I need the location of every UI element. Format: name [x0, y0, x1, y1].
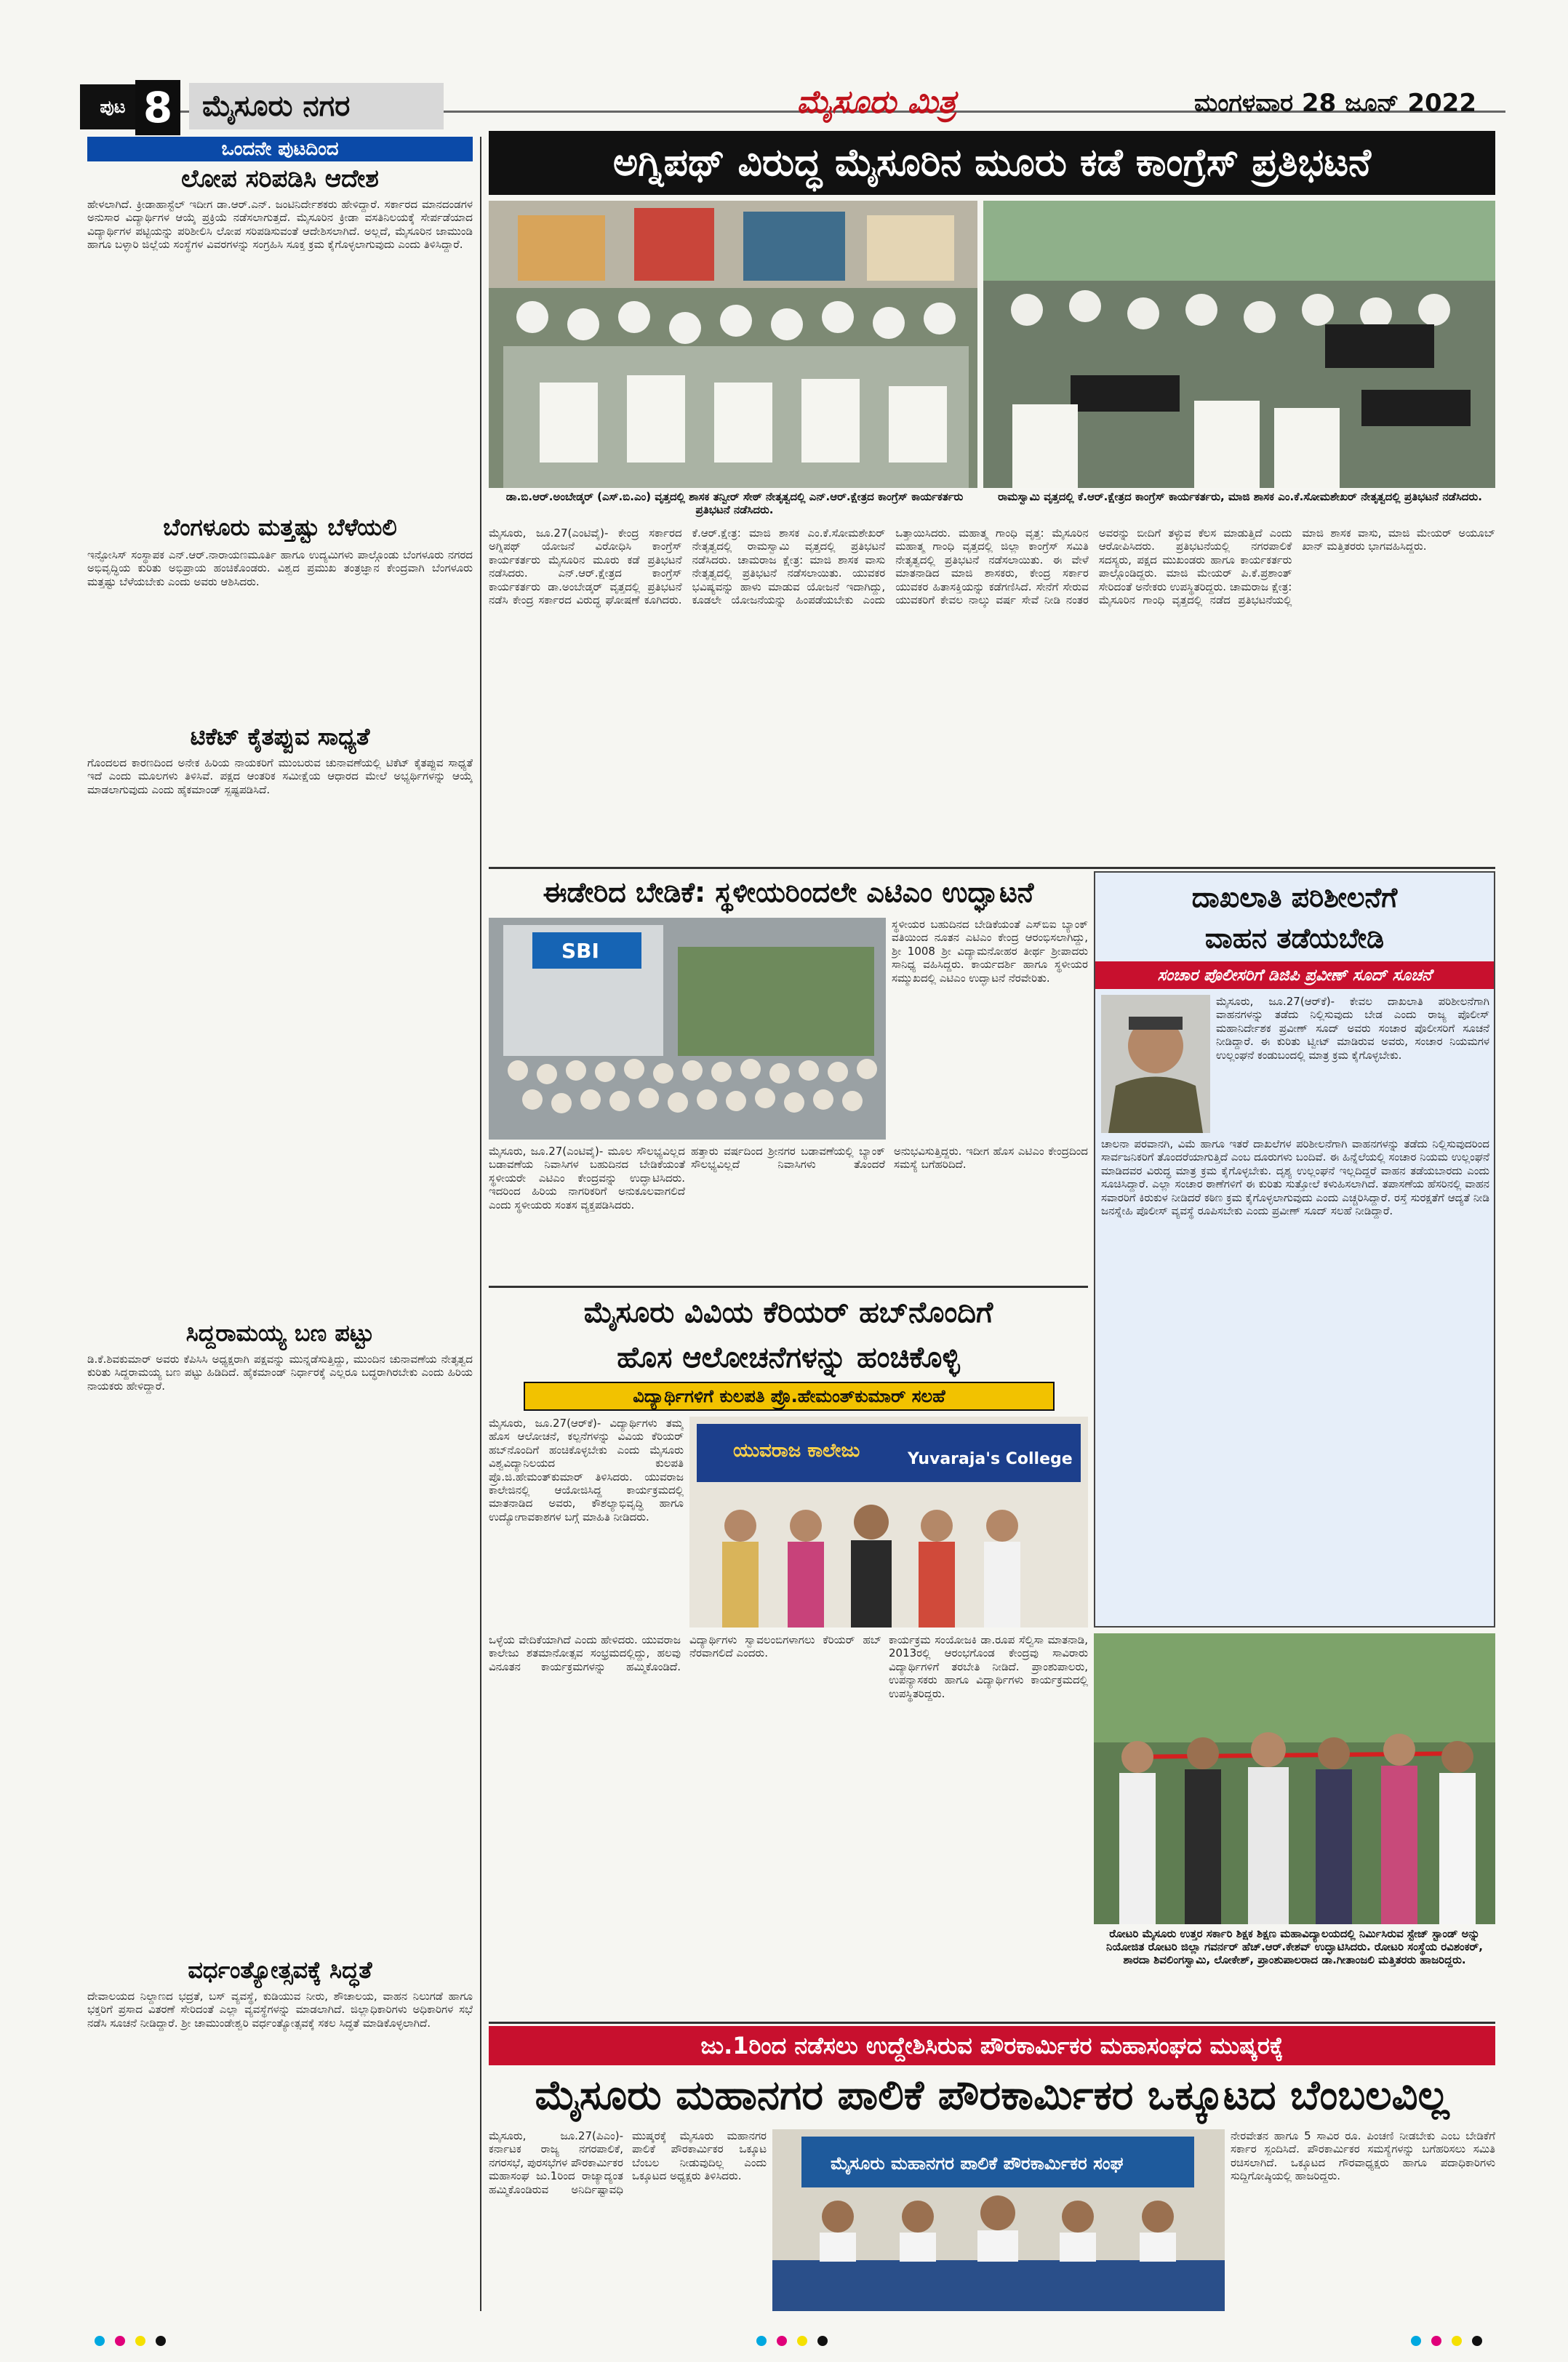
photo-caption-2: ರಾಮಸ್ವಾಮಿ ವೃತ್ತದಲ್ಲಿ ಕೆ.ಆರ್.ಕ್ಷೇತ್ರದ ಕಾಂಗ್ರೆಸ್ ಕಾರ್ಯಕರ್ತರು, ಮಾಜಿ ಶಾಸಕ ಎಂ.ಕೆ.ಸೋಮಶೇಖರ್ ನೇತೃತ್ವದಲ್ಲಿ ಪ್ರತಿಭಟನೆ ನಡೆಸಿದರು.: [998, 490, 1482, 503]
protest-photo-1: [489, 201, 977, 488]
pourakarmika-kicker: ಜು.1ರಿಂದ ನಡೆಸಲು ಉದ್ದೇಶಿಸಿರುವ ಪೌರಕಾರ್ಮಿಕರ ಮಹಾಸಂಘದ ಮುಷ್ಕರಕ್ಕೆ: [489, 2026, 1495, 2065]
career-headline-1: ಮೈಸೂರು ವಿವಿಯ ಕೆರಿಯರ್ ಹಬ್‌ನೊಂದಿಗೆ: [583, 1296, 993, 1329]
dgp-portrait: [1101, 995, 1210, 1133]
registration-marks-center: [756, 2336, 844, 2349]
black-dot: [1472, 2336, 1482, 2346]
protest-photo-2-art: [983, 201, 1495, 488]
yellow-dot: [1452, 2336, 1462, 2346]
masthead: ಮೈಸೂರು ಮಿತ್ರ: [796, 83, 956, 121]
registration-marks-left: [95, 2336, 182, 2349]
traffic-body-top: ಮೈಸೂರು, ಜೂ.27(ಆರ್‌ಕೆ)- ಕೇವಲ ದಾಖಲಾತಿ ಪರಿಶೀಲನೆಗಾಗಿ ವಾಹನಗಳನ್ನು ತಡೆದು ನಿಲ್ಲಿಸುವುದು ಬೇಡ ಎಂದು ರಾಜ್ಯ ಪೊಲೀಸ್ ಮಹಾನಿರ್ದೇಶಕ ಪ್ರವೀಣ್ ಸೂದ್ ಅವರು ಸಂಚಾರ ಪೊಲೀಸರಿಗೆ ಸೂಚನೆ ನೀಡಿದ್ದಾರೆ. ಈ ಕುರಿತು ಟ್ವೀಟ್ ಮಾಡಿರುವ ಅವರು, ಸಂಚಾರ ನಿಯಮಗಳ ಉಲ್ಲಂಘನೆ ಕಂಡುಬಂದಲ್ಲಿ ಮಾತ್ರ ಕ್ರಮ ಕೈಗೊಳ್ಳಬೇಕು.: [1216, 995, 1489, 1062]
left-headline-3: ಟಿಕೆಟ್ ಕೈತಪ್ಪುವ ಸಾಧ್ಯತೆ: [190, 722, 370, 750]
continued-banner: ಒಂದನೇ ಪುಟದಿಂದ: [87, 137, 473, 161]
traffic-headline-2: ವಾಹನ ತಡೆಯಬೇಡಿ: [1204, 921, 1385, 954]
traffic-headline-1: ದಾಖಲಾತಿ ಪರಿಶೀಲನೆಗೆ: [1191, 881, 1398, 913]
left-body-3: ಗೊಂದಲದ ಕಾರಣದಿಂದ ಅನೇಕ ಹಿರಿಯ ನಾಯಕರಿಗೆ ಮುಂಬರುವ ಚುನಾವಣೆಯಲ್ಲಿ ಟಿಕೆಟ್ ಕೈತಪ್ಪುವ ಸಾಧ್ಯತೆ ಇದೆ ಎಂದು ಮೂಲಗಳು ತಿಳಿಸಿವೆ. ಪಕ್ಷದ ಆಂತರಿಕ ಸಮೀಕ್ಷೆಯ ಆಧಾರದ ಮೇಲೆ ಅಭ್ಯರ್ಥಿಗಳನ್ನು ಆಯ್ಕೆ ಮಾಡಲಾಗುವುದು ಎಂದು ಹೈಕಮಾಂಡ್ ಸ್ಪಷ್ಟಪಡಿಸಿದೆ.: [87, 756, 473, 796]
traffic-subhead: ಸಂಚಾರ ಪೊಲೀಸರಿಗೆ ಡಿಜಿಪಿ ಪ್ರವೀಣ್ ಸೂದ್ ಸೂಚನೆ: [1095, 961, 1494, 989]
story-divider-1: [489, 867, 1495, 869]
left-body-5: ದೇವಾಲಯದ ನಿಲ್ದಾಣದ ಭದ್ರತೆ, ಬಸ್ ವ್ಯವಸ್ಥೆ, ಕುಡಿಯುವ ನೀರು, ಶೌಚಾಲಯ, ವಾಹನ ನಿಲುಗಡೆ ಹಾಗೂ ಭಕ್ತರಿಗೆ ಪ್ರಸಾದ ವಿತರಣೆ ಸೇರಿದಂತೆ ಎಲ್ಲಾ ವ್ಯವಸ್ಥೆಗಳನ್ನು ಮಾಡಲಾಗಿದೆ. ಜಿಲ್ಲಾಧಿಕಾರಿಗಳು ಅಧಿಕಾರಿಗಳ ಸಭೆ ನಡೆಸಿ ಸೂಚನೆ ನೀಡಿದ್ದಾರೆ. ಶ್ರೀ ಚಾಮುಂಡೇಶ್ವರಿ ವರ್ಧಂತ್ಯೋತ್ಸವಕ್ಕೆ ಸಕಲ ಸಿದ್ಧತೆ ಮಾಡಿಕೊಳ್ಳಲಾಗಿದೆ.: [87, 1990, 473, 2030]
left-headline-4: ಸಿದ್ದರಾಮಯ್ಯ ಬಣ ಪಟ್ಟು: [185, 1318, 375, 1347]
left-body-2: ಇನ್ಫೋಸಿಸ್ ಸಂಸ್ಥಾಪಕ ಎನ್.ಆರ್.ನಾರಾಯಣಮೂರ್ತಿ ಹಾಗೂ ಉದ್ಯಮಿಗಳು ಪಾಲ್ಗೊಂಡು ಬೆಂಗಳೂರು ನಗರದ ಅಭಿವೃದ್ಧಿಯ ಕುರಿತು ಅಭಿಪ್ರಾಯ ಹಂಚಿಕೊಂಡರು. ವಿಶ್ವದ ಪ್ರಮುಖ ತಂತ್ರಜ್ಞಾನ ಕೇಂದ್ರವಾಗಿ ಬೆಂಗಳೂರು ಮತ್ತಷ್ಟು ಬೆಳೆಯಬೇಕು ಎಂದು ಅವರು ಆಶಿಸಿದರು.: [87, 548, 473, 588]
atm-body-mid: ಹತ್ತಾರು ವರ್ಷದಿಂದ ಶ್ರೀನಗರ ಬಡಾವಣೆಯಲ್ಲಿ ಬ್ಯಾಂಕ್ ಸೌಲಭ್ಯವಿಲ್ಲದೆ ನಿವಾಸಿಗಳು ತೊಂದರೆ ಅನುಭವಿಸುತ್ತಿದ್ದರು. ಇದೀಗ ಹೊಸ ಎಟಿಎಂ ಕೇಂದ್ರದಿಂದ ಸಮಸ್ಯೆ ಬಗೆಹರಿದಿದೆ.: [691, 1145, 1088, 1172]
atm-sign-text: SBI: [561, 939, 599, 963]
protest-photo-2: [983, 201, 1495, 488]
ribbon-photo-art: [1094, 1633, 1495, 1924]
magenta-dot: [777, 2336, 787, 2346]
left-headline-5: ವರ್ಧಂತ್ಯೋತ್ಸವಕ್ಕೆ ಸಿದ್ಧತೆ: [188, 1955, 372, 1984]
career-photo-art: [689, 1417, 1088, 1628]
story-divider-2: [489, 1286, 1088, 1288]
career-subhead: ವಿದ್ಯಾರ್ಥಿಗಳಿಗೆ ಕುಲಪತಿ ಪ್ರೊ.ಹೇಮಂತ್‌ಕುಮಾರ್ ಸಲಹೆ: [524, 1382, 1055, 1411]
atm-photo-art: [489, 918, 886, 1140]
pourakarmika-body-left: ಮೈಸೂರು, ಜೂ.27(ಪಿಎಂ)- ಕರ್ನಾಟಕ ರಾಜ್ಯ ನಗರಪಾಲಿಕೆ, ನಗರಸಭೆ, ಪುರಸಭೆಗಳ ಪೌರಕಾರ್ಮಿಕರ ಮಹಾಸಂಘ ಜು.1ರಿಂದ ರಾಜ್ಯಾದ್ಯಂತ ಹಮ್ಮಿಕೊಂಡಿರುವ ಅನಿರ್ದಿಷ್ಟಾವಧಿ ಮುಷ್ಕರಕ್ಕೆ ಮೈಸೂರು ಮಹಾನಗರ ಪಾಲಿಕೆ ಪೌರಕಾರ್ಮಿಕರ ಒಕ್ಕೂಟ ಬೆಂಬಲ ನೀಡುವುದಿಲ್ಲ ಎಂದು ಒಕ್ಕೂಟದ ಅಧ್ಯಕ್ಷರು ತಿಳಿಸಿದರು.: [489, 2129, 767, 2196]
main-headline: ಅಗ್ನಿಪಥ್ ವಿರುದ್ಧ ಮೈಸೂರಿನ ಮೂರು ಕಡೆ ಕಾಂಗ್ರೆಸ್ ಪ್ರತಿಭಟನೆ: [489, 131, 1495, 195]
ribbon-photo: [1094, 1633, 1495, 1924]
career-body-right: ಕಾರ್ಯಕ್ರಮ ಸಂಯೋಜಕಿ ಡಾ.ರೂಪ ಸೆಲ್ವಿಸಾ ಮಾತನಾಡಿ, 2013ರಲ್ಲಿ ಆರಂಭಗೊಂಡ ಕೇಂದ್ರವು ಸಾವಿರಾರು ವಿದ್ಯಾರ್ಥಿಗಳಿಗೆ ತರಬೇತಿ ನೀಡಿದೆ. ಪ್ರಾಂಶುಪಾಲರು, ಉಪನ್ಯಾಸಕರು ಹಾಗೂ ವಿದ್ಯಾರ್ಥಿಗಳು ಕಾರ್ಯಕ್ರಮದಲ್ಲಿ ಉಪಸ್ಥಿತರಿದ್ದರು.: [889, 1633, 1088, 1700]
ribbon-caption: ರೋಟರಿ ಮೈಸೂರು ಉತ್ತರ ಸರ್ಕಾರಿ ಶಿಕ್ಷಕ ಶಿಕ್ಷಣ ಮಹಾವಿದ್ಯಾಲಯದಲ್ಲಿ ನಿರ್ಮಿಸಿರುವ ಸ್ಟೇಜ್ ಸ್ಟಾಂಡ್ ಅನ್ನು ನಿಯೋಜಿತ ರೋಟರಿ ಜಿಲ್ಲಾ ಗವರ್ನರ್ ಹೆಚ್.ಆರ್.ಕೇಶವ್ ಉದ್ಘಾಟಿಸಿದರು. ರೋಟರಿ ಸಂಸ್ಥೆಯ ರವಿಶಂಕರ್, ಶಾರದಾ ಶಿವಲಿಂಗಸ್ವಾಮಿ, ಲೋಕೇಶ್, ಪ್ರಾಂಶುಪಾಲರಾದ ಡಾ.ಗೀತಾಂಜಲಿ ಮತ್ತಿತರರು ಹಾಜರಿದ್ದರು.: [1106, 1927, 1483, 1966]
dgp-portrait-art: [1101, 995, 1210, 1133]
photo-caption-1: ಡಾ.ಬಿ.ಆರ್.ಅಂಬೇಡ್ಕರ್ (ಎಸ್.ಬಿ.ಎಂ) ವೃತ್ತದಲ್ಲಿ ಶಾಸಕ ತನ್ವೀರ್ ಸೇಠ್ ನೇತೃತ್ವದಲ್ಲಿ ಎನ್.ಆರ್.ಕ್ಷೇತ್ರದ ಕಾಂಗ್ರೆಸ್ ಕಾರ್ಯಕರ್ತರು ಪ್ರತಿಭಟನೆ ನಡೆಸಿದರು.: [505, 490, 964, 516]
career-headline-2: ಹೊಸ ಆಲೋಚನೆಗಳನ್ನು ಹಂಚಿಕೊಳ್ಳಿ: [617, 1341, 960, 1374]
pourakarmika-headline: ಮೈಸೂರು ಮಹಾನಗರ ಪಾಲಿಕೆ ಪೌರಕಾರ್ಮಿಕರ ಒಕ್ಕೂಟದ ಬೆಂಬಲವಿಲ್ಲ: [535, 2072, 1449, 2119]
left-headline-1: ಲೋಪ ಸರಿಪಡಿಸಿ ಆದೇಶ: [181, 164, 379, 193]
cyan-dot: [95, 2336, 105, 2346]
atm-body-right: ಸ್ಥಳೀಯರ ಬಹುದಿನದ ಬೇಡಿಕೆಯಂತೆ ಎಸ್‌ಬಿಐ ಬ್ಯಾಂಕ್ ವತಿಯಿಂದ ನೂತನ ಎಟಿಎಂ ಕೇಂದ್ರ ಆರಂಭಿಸಲಾಗಿದ್ದು, ಶ್ರೀ 1008 ಶ್ರೀ ವಿದ್ಯಾಮನೋಹರ ತೀರ್ಥ ಶ್ರೀಪಾದರು ಸಾನಿಧ್ಯ ವಹಿಸಿದ್ದರು. ಕಾರ್ಯದರ್ಶಿ ಹಾಗೂ ಸ್ಥಳೀಯರ ಸಮ್ಮುಖದಲ್ಲಿ ಎಟಿಎಂ ಉದ್ಘಾಟನೆ ನೆರವೇರಿತು.: [892, 918, 1088, 985]
main-story-body: ಮೈಸೂರು, ಜೂ.27(ಎಂಟಿವೈ)- ಕೇಂದ್ರ ಸರ್ಕಾರದ ಅಗ್ನಿಪಥ್ ಯೋಜನೆ ವಿರೋಧಿಸಿ ಕಾಂಗ್ರೆಸ್ ಕಾರ್ಯಕರ್ತರು ಮೈಸೂರಿನ ಮೂರು ಕಡೆ ಪ್ರತಿಭಟನೆ ನಡೆಸಿದರು. ಎನ್.ಆರ್.ಕ್ಷೇತ್ರದ ಕಾಂಗ್ರೆಸ್ ಕಾರ್ಯಕರ್ತರು ಡಾ.ಅಂಬೇಡ್ಕರ್ ವೃತ್ತದಲ್ಲಿ ಪ್ರತಿಭಟನೆ ನಡೆಸಿ ಕೇಂದ್ರ ಸರ್ಕಾರದ ವಿರುದ್ಧ ಘೋಷಣೆ ಕೂಗಿದರು. ಕೆ.ಆರ್.ಕ್ಷೇತ್ರ: ಮಾಜಿ ಶಾಸಕ ಎಂ.ಕೆ.ಸೋಮಶೇಖರ್ ನೇತೃತ್ವದಲ್ಲಿ ರಾಮಸ್ವಾಮಿ ವೃತ್ತದಲ್ಲಿ ಪ್ರತಿಭಟನೆ ನಡೆಸಿದರು. ಚಾಮರಾಜ ಕ್ಷೇತ್ರ: ಮಾಜಿ ಶಾಸಕ ವಾಸು ನೇತೃತ್ವದಲ್ಲಿ ಪ್ರತಿಭಟನೆ ನಡೆಸಲಾಯಿತು. ಯುವಕರ ಭವಿಷ್ಯವನ್ನು ಹಾಳು ಮಾಡುವ ಯೋಜನೆ ಇದಾಗಿದ್ದು, ಕೂಡಲೇ ಯೋಜನೆಯನ್ನು ಹಿಂಪಡೆಯಬೇಕು ಎಂದು ಒತ್ತಾಯಿಸಿದರು. ಮಹಾತ್ಮ ಗಾಂಧಿ ವೃತ್ತ: ಮೈಸೂರಿನ ಮಹಾತ್ಮ ಗಾಂಧಿ ವೃತ್ತದಲ್ಲಿ ಜಿಲ್ಲಾ ಕಾಂಗ್ರೆಸ್ ಸಮಿತಿ ನೇತೃತ್ವದಲ್ಲಿ ಪ್ರತಿಭಟನೆ ನಡೆಸಲಾಯಿತು. ಈ ವೇಳೆ ಮಾತನಾಡಿದ ಮಾಜಿ ಶಾಸಕರು, ಕೇಂದ್ರ ಸರ್ಕಾರ ಯುವಕರ ಹಿತಾಸಕ್ತಿಯನ್ನು ಕಡೆಗಣಿಸಿದೆ. ಸೇನೆಗೆ ಸೇರುವ ಯುವಕರಿಗೆ ಕೇವಲ ನಾಲ್ಕು ವರ್ಷ ಸೇವೆ ನೀಡಿ ನಂತರ ಅವರನ್ನು ಬೀದಿಗೆ ತಳ್ಳುವ ಕೆಲಸ ಮಾಡುತ್ತಿದೆ ಎಂದು ಆರೋಪಿಸಿದರು. ಪ್ರತಿಭಟನೆಯಲ್ಲಿ ನಗರಪಾಲಿಕೆ ಸದಸ್ಯರು, ಪಕ್ಷದ ಮುಖಂಡರು ಹಾಗೂ ಕಾರ್ಯಕರ್ತರು ಪಾಲ್ಗೊಂಡಿದ್ದರು. ಮಾಜಿ ಮೇಯರ್ ಪಿ.ಕೆ.ಪ್ರಶಾಂತ್ ಸೇರಿದಂತೆ ಅನೇಕರು ಉಪಸ್ಥಿತರಿದ್ದರು. ಚಾಮರಾಜ ಕ್ಷೇತ್ರ: ಮೈಸೂರಿನ ಗಾಂಧಿ ವೃತ್ತದಲ್ಲಿ ನಡೆದ ಪ್ರತಿಭಟನೆಯಲ್ಲಿ ಮಾಜಿ ಶಾಸಕ ವಾಸು, ಮಾಜಿ ಮೇಯರ್ ಅಯೂಬ್ ಖಾನ್ ಮತ್ತಿತರರು ಭಾಗವಹಿಸಿದ್ದರು.: [489, 527, 1495, 607]
college-sign-en: Yuvaraja's College: [908, 1450, 1073, 1468]
traffic-body-bottom: ಚಾಲನಾ ಪರವಾನಗಿ, ವಿಮೆ ಹಾಗೂ ಇತರೆ ದಾಖಲೆಗಳ ಪರಿಶೀಲನೆಗಾಗಿ ವಾಹನಗಳನ್ನು ತಡೆದು ನಿಲ್ಲಿಸುವುದರಿಂದ ಸಾರ್ವಜನಿಕರಿಗೆ ತೊಂದರೆಯಾಗುತ್ತಿದೆ ಎಂಬ ದೂರುಗಳು ಬಂದಿವೆ. ಈ ಹಿನ್ನೆಲೆಯಲ್ಲಿ ಸಂಚಾರ ನಿಯಮ ಉಲ್ಲಂಘನೆ ಮಾಡಿದವರ ವಿರುದ್ಧ ಮಾತ್ರ ಕ್ರಮ ಕೈಗೊಳ್ಳಬೇಕು. ದೃಶ್ಯ ಉಲ್ಲಂಘನೆ ಇಲ್ಲದಿದ್ದರೆ ವಾಹನ ತಡೆಯಬಾರದು ಎಂದು ಸೂಚಿಸಿದ್ದಾರೆ. ಎಲ್ಲಾ ಸಂಚಾರ ಠಾಣೆಗಳಿಗೆ ಈ ಕುರಿತು ಸುತ್ತೋಲೆ ಕಳುಹಿಸಲಾಗಿದೆ. ತಪಾಸಣೆಯ ಹೆಸರಿನಲ್ಲಿ ವಾಹನ ಸವಾರರಿಗೆ ಕಿರುಕುಳ ನೀಡಿದರೆ ಕಠಿಣ ಕ್ರಮ ಕೈಗೊಳ್ಳಲಾಗುವುದು ಎಂದು ಎಚ್ಚರಿಸಿದ್ದಾರೆ. ರಸ್ತೆ ಸುರಕ್ಷತೆಗೆ ಆದ್ಯತೆ ನೀಡಿ ಜನಸ್ನೇಹಿ ಪೊಲೀಸ್ ವ್ಯವಸ್ಥೆ ರೂಪಿಸಬೇಕು ಎಂದು ಪ್ರವೀಣ್ ಸೂದ್ ಸಲಹೆ ನೀಡಿದ್ದಾರೆ.: [1101, 1137, 1489, 1218]
magenta-dot: [115, 2336, 125, 2346]
left-body-4: ಡಿ.ಕೆ.ಶಿವಕುಮಾರ್ ಅವರು ಕೆಪಿಸಿಸಿ ಅಧ್ಯಕ್ಷರಾಗಿ ಪಕ್ಷವನ್ನು ಮುನ್ನಡೆಸುತ್ತಿದ್ದು, ಮುಂದಿನ ಚುನಾವಣೆಯ ನೇತೃತ್ವದ ಕುರಿತು ಸಿದ್ದರಾಮಯ್ಯ ಬಣ ಪಟ್ಟು ಹಿಡಿದಿದೆ. ಹೈಕಮಾಂಡ್ ನಿರ್ಧಾರಕ್ಕೆ ಎಲ್ಲರೂ ಬದ್ಧರಾಗಿರಬೇಕು ಎಂದು ಹಿರಿಯ ನಾಯಕರು ಹೇಳಿದ್ದಾರೆ.: [87, 1353, 473, 1393]
college-sign-kn: ಯುವರಾಜ ಕಾಲೇಜು: [733, 1440, 860, 1462]
page-label-text: ಪುಟ: [100, 97, 126, 117]
press-meet-photo-art: [772, 2129, 1225, 2311]
page-number: 8: [135, 80, 180, 135]
career-body-left: ಮೈಸೂರು, ಜೂ.27(ಆರ್‌ಕೆ)- ವಿದ್ಯಾರ್ಥಿಗಳು ತಮ್ಮ ಹೊಸ ಆಲೋಚನೆ, ಕಲ್ಪನೆಗಳನ್ನು ವಿವಿಯ ಕೆರಿಯರ್ ಹಬ್‌ನೊಂದಿಗೆ ಹಂಚಿಕೊಳ್ಳಬೇಕು ಎಂದು ಮೈಸೂರು ವಿಶ್ವವಿದ್ಯಾನಿಲಯದ ಕುಲಪತಿ ಪ್ರೊ.ಜಿ.ಹೇಮಂತ್‌ಕುಮಾರ್ ತಿಳಿಸಿದರು. ಯುವರಾಜ ಕಾಲೇಜಿನಲ್ಲಿ ಆಯೋಜಿಸಿದ್ದ ಕಾರ್ಯಕ್ರಮದಲ್ಲಿ ಮಾತನಾಡಿದ ಅವರು, ಕೌಶಲ್ಯಾಭಿವೃದ್ಧಿ ಹಾಗೂ ಉದ್ಯೋಗಾವಕಾಶಗಳ ಬಗ್ಗೆ ಮಾಹಿತಿ ನೀಡಿದರು.: [489, 1417, 684, 1524]
atm-body-left: ಮೈಸೂರು, ಜೂ.27(ಎಂಟಿವೈ)- ಮೂಲ ಸೌಲಭ್ಯವಿಲ್ಲದ ಬಡಾವಣೆಯ ನಿವಾಸಿಗಳ ಬಹುದಿನದ ಬೇಡಿಕೆಯಂತೆ ಸ್ಥಳೀಯರೇ ಎಟಿಎಂ ಕೇಂದ್ರವನ್ನು ಉದ್ಘಾಟಿಸಿದರು. ಇದರಿಂದ ಹಿರಿಯ ನಾಗರಿಕರಿಗೆ ಅನುಕೂಲವಾಗಲಿದೆ ಎಂದು ಸ್ಥಳೀಯರು ಸಂತಸ ವ್ಯಕ್ತಪಡಿಸಿದರು.: [489, 1145, 685, 1212]
magenta-dot: [1431, 2336, 1441, 2346]
story-divider-3: [489, 2022, 1495, 2024]
press-banner-text: ಮೈಸೂರು ಮಹಾನಗರ ಪಾಲಿಕೆ ಪೌರಕಾರ್ಮಿಕರ ಸಂಘ: [831, 2153, 1124, 2174]
career-photo: [689, 1417, 1088, 1628]
black-dot: [156, 2336, 166, 2346]
career-body-mid: ಒಳ್ಳೆಯ ವೇದಿಕೆಯಾಗಿದೆ ಎಂದು ಹೇಳಿದರು. ಯುವರಾಜ ಕಾಲೇಜು ಶತಮಾನೋತ್ಸವ ಸಂಭ್ರಮದಲ್ಲಿದ್ದು, ಹಲವು ವಿನೂತನ ಕಾರ್ಯಕ್ರಮಗಳನ್ನು ಹಮ್ಮಿಕೊಂಡಿದೆ. ವಿದ್ಯಾರ್ಥಿಗಳು ಸ್ವಾವಲಂಬಿಗಳಾಗಲು ಕೆರಿಯರ್ ಹಬ್ ನೆರವಾಗಲಿದೆ ಎಂದರು.: [489, 1633, 881, 1673]
column-divider: [480, 137, 481, 2311]
atm-headline: ಈಡೇರಿದ ಬೇಡಿಕೆ: ಸ್ಥಳೀಯರಿಂದಲೇ ಎಟಿಎಂ ಉದ್ಘಾಟನೆ: [543, 876, 1034, 908]
left-headline-2: ಬೆಂಗಳೂರು ಮತ್ತಷ್ಟು ಬೆಳೆಯಲಿ: [163, 513, 397, 541]
cyan-dot: [1411, 2336, 1421, 2346]
yellow-dot: [797, 2336, 807, 2346]
black-dot: [817, 2336, 828, 2346]
pourakarmika-body-right: ನೇರವೇತನ ಹಾಗೂ 5 ಸಾವಿರ ರೂ. ಪಿಂಚಣಿ ನೀಡಬೇಕು ಎಂಬ ಬೇಡಿಕೆಗೆ ಸರ್ಕಾರ ಸ್ಪಂದಿಸಿದೆ. ಪೌರಕಾರ್ಮಿಕರ ಸಮಸ್ಯೆಗಳನ್ನು ಬಗೆಹರಿಸಲು ಸಮಿತಿ ರಚಿಸಲಾಗಿದೆ. ಒಕ್ಕೂಟದ ಗೌರವಾಧ್ಯಕ್ಷರು ಹಾಗೂ ಪದಾಧಿಕಾರಿಗಳು ಸುದ್ದಿಗೋಷ್ಠಿಯಲ್ಲಿ ಹಾಜರಿದ್ದರು.: [1231, 2129, 1495, 2183]
cyan-dot: [756, 2336, 767, 2346]
left-body-1: ಹೇಳಲಾಗಿದೆ. ಕ್ರೀಡಾಹಾಸ್ಟೆಲ್ ಇದೀಗ ಡಾ.ಆರ್.ಎನ್. ಜಂಟಿನಿರ್ದೇಶಕರು ಹೇಳಿದ್ದಾರೆ. ಸರ್ಕಾರದ ಮಾನದಂಡಗಳ ಅನುಸಾರ ವಿದ್ಯಾರ್ಥಿಗಳ ಆಯ್ಕೆ ಪ್ರಕ್ರಿಯೆ ನಡೆಸಲಾಗುತ್ತದೆ. ಮೈಸೂರಿನ ಕ್ರೀಡಾ ವಸತಿನಿಲಯಕ್ಕೆ ಸೇರ್ಪಡೆಯಾದ ವಿದ್ಯಾರ್ಥಿಗಳ ಪಟ್ಟಿಯನ್ನು ಪರಿಶೀಲಿಸಿ ಲೋಪ ಸರಿಪಡಿಸುವಂತೆ ಆದೇಶಿಸಲಾಗಿದೆ. ಅಲ್ಲದೆ, ಮೈಸೂರಿನ ಜಾಮುಂಡಿ ಹಾಗೂ ಬಳ್ಳಾರಿ ಜಿಲ್ಲೆಯ ಸಂಸ್ಥೆಗಳ ವಿವರಗಳನ್ನು ಸಂಗ್ರಹಿಸಿ ಸೂಕ್ತ ಕ್ರಮ ಕೈಗೊಳ್ಳಲಾಗುವುದು ಎಂದು ತಿಳಿಸಿದ್ದಾರೆ.: [87, 198, 473, 252]
protest-photo-1-art: [489, 201, 977, 488]
section-name: ಮೈಸೂರು ನಗರ: [189, 83, 444, 129]
press-meet-photo: [772, 2129, 1225, 2311]
registration-marks-right: [1411, 2336, 1498, 2349]
atm-photo: [489, 918, 886, 1140]
issue-date: ಮಂಗಳವಾರ 28 ಜೂನ್ 2022: [1194, 89, 1476, 118]
yellow-dot: [135, 2336, 145, 2346]
